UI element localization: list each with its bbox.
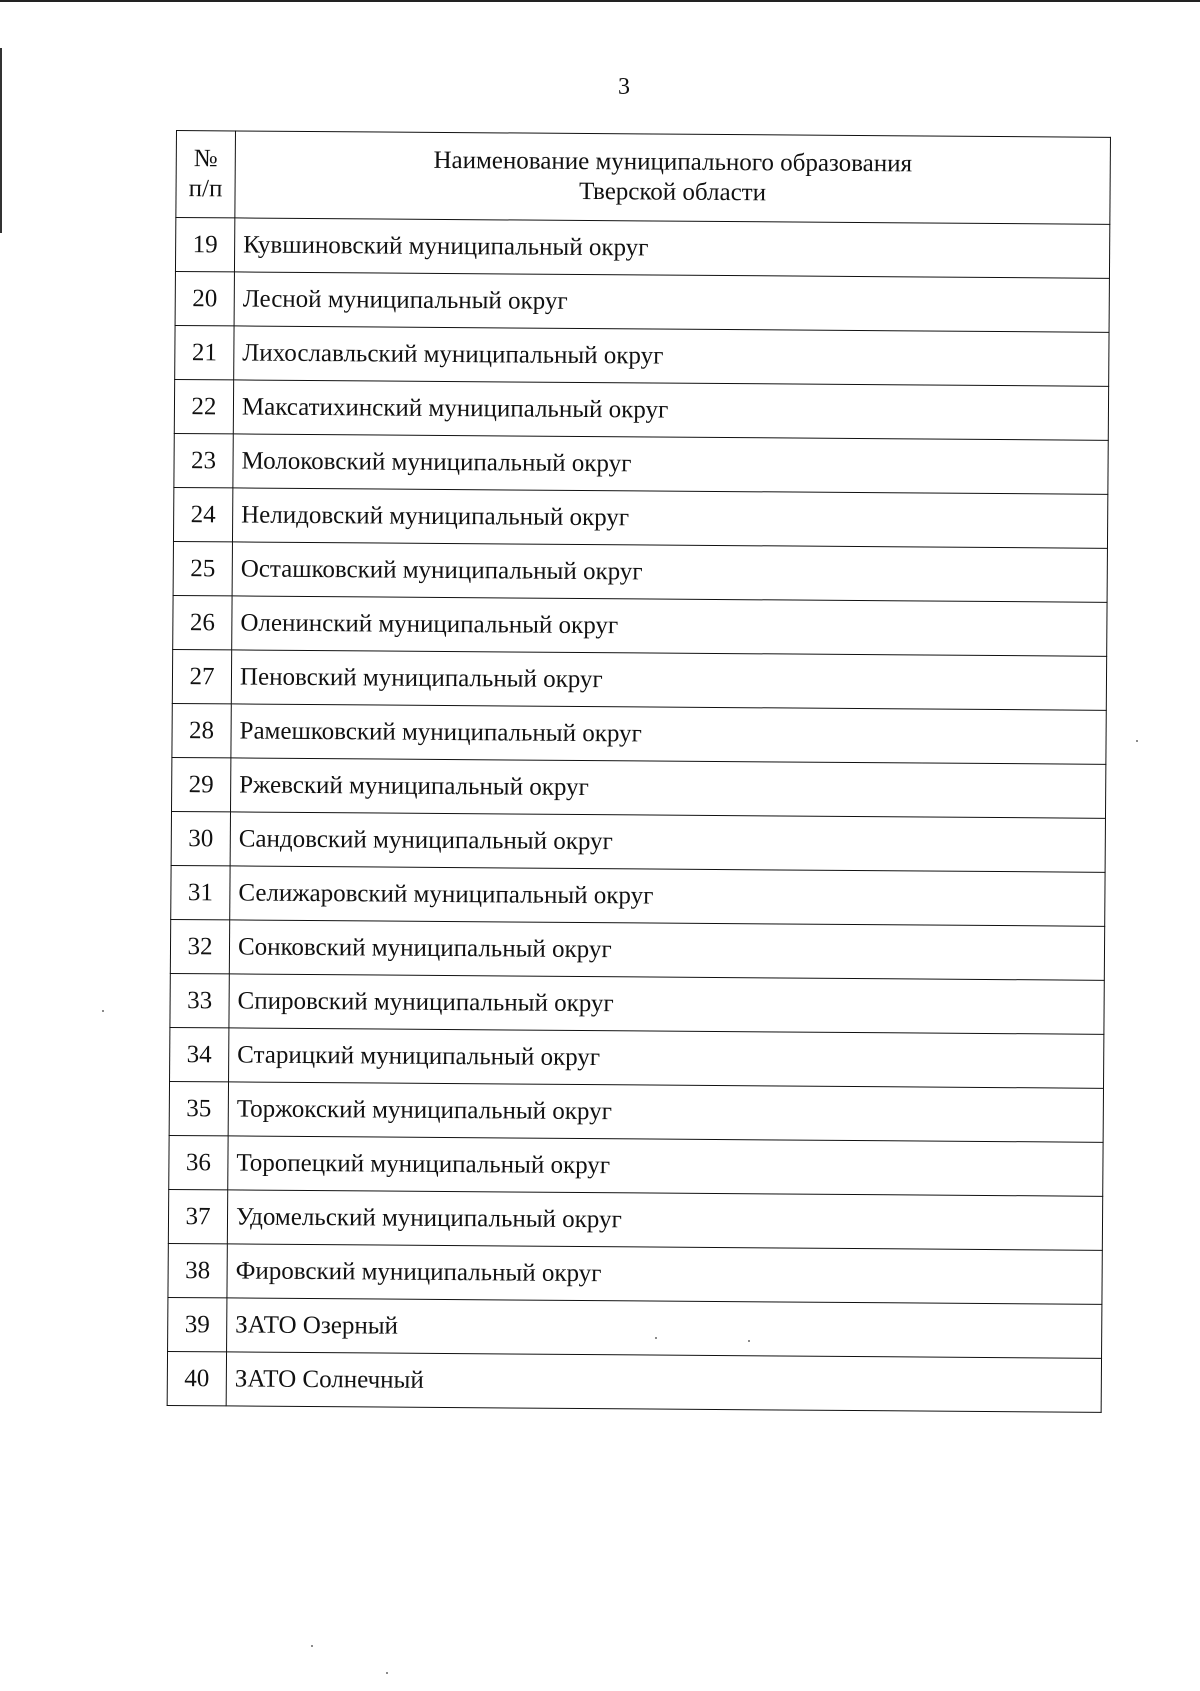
row-number: 22 xyxy=(174,379,233,433)
table-row xyxy=(173,541,1107,602)
row-municipality-name: Торопецкий муниципальный округ xyxy=(228,1136,1103,1196)
table-row xyxy=(168,1243,1102,1304)
row-municipality-name: Селижаровский муниципальный округ xyxy=(230,866,1105,926)
row-number: 32 xyxy=(170,919,229,973)
scan-speck xyxy=(655,1337,657,1339)
row-number: 19 xyxy=(175,218,234,272)
row-municipality-name: Нелидовский муниципальный округ xyxy=(232,488,1107,548)
table-row xyxy=(175,325,1109,386)
header-name-line-2: Тверской области xyxy=(578,177,767,207)
table-row xyxy=(168,1297,1102,1358)
header-name-line-1: Наименование муниципального образования xyxy=(433,146,913,178)
table-row xyxy=(167,1351,1101,1412)
table-row xyxy=(170,973,1104,1034)
row-number: 35 xyxy=(169,1081,228,1135)
table-row xyxy=(172,649,1106,710)
table-row xyxy=(169,1081,1103,1142)
table-row xyxy=(175,218,1109,279)
table-row xyxy=(169,1135,1103,1196)
row-number: 37 xyxy=(168,1189,227,1243)
header-number-cell xyxy=(176,131,236,218)
row-number: 33 xyxy=(170,973,229,1027)
table-row xyxy=(173,487,1107,548)
row-municipality-name: Сонковский муниципальный округ xyxy=(229,920,1104,980)
page-number: 3 xyxy=(618,74,630,100)
scan-border-top xyxy=(0,0,1200,2)
row-municipality-name: Удомельский муниципальный округ xyxy=(227,1190,1102,1250)
table-row xyxy=(171,811,1105,872)
table-row xyxy=(174,379,1108,440)
table-header xyxy=(176,131,1111,225)
scan-speck xyxy=(748,1340,750,1342)
table-row xyxy=(171,865,1105,926)
row-municipality-name: Фировский муниципальный округ xyxy=(227,1244,1102,1304)
row-number: 38 xyxy=(168,1243,227,1297)
municipalities-table xyxy=(167,130,1111,1413)
row-number: 26 xyxy=(173,595,232,649)
row-number: 30 xyxy=(171,811,230,865)
row-municipality-name: Сандовский муниципальный округ xyxy=(230,812,1105,872)
scan-speck xyxy=(102,1010,104,1012)
row-number: 27 xyxy=(172,649,231,703)
row-number: 39 xyxy=(168,1297,227,1351)
table-row xyxy=(172,703,1106,764)
table-row xyxy=(170,919,1104,980)
scan-speck xyxy=(386,1672,388,1674)
table-header-row xyxy=(176,131,1111,225)
row-number: 34 xyxy=(170,1027,229,1081)
row-municipality-name: ЗАТО Солнечный xyxy=(226,1352,1101,1412)
row-number: 24 xyxy=(173,487,232,541)
header-number-abbrev: п/п xyxy=(188,175,223,203)
row-municipality-name: Старицкий муниципальный округ xyxy=(229,1028,1104,1088)
row-number: 20 xyxy=(175,271,234,325)
row-municipality-name: Пеновский муниципальный округ xyxy=(231,650,1106,710)
row-number: 28 xyxy=(172,703,231,757)
row-municipality-name: Ржевский муниципальный округ xyxy=(231,758,1106,818)
row-number: 36 xyxy=(169,1135,228,1189)
row-municipality-name: Лесной муниципальный округ xyxy=(234,272,1109,332)
row-number: 40 xyxy=(167,1351,226,1405)
row-municipality-name: Осташковский муниципальный округ xyxy=(232,542,1107,602)
scan-speck xyxy=(1136,740,1138,742)
table-row xyxy=(175,271,1109,332)
row-municipality-name: Лихославльский муниципальный округ xyxy=(234,326,1109,386)
header-number-symbol: № xyxy=(193,145,218,173)
row-number: 29 xyxy=(172,757,231,811)
row-municipality-name: ЗАТО Озерный xyxy=(227,1298,1102,1358)
table-row xyxy=(170,1027,1104,1088)
row-municipality-name: Максатихинский муниципальный округ xyxy=(233,380,1108,440)
row-municipality-name: Рамешковский муниципальный округ xyxy=(231,704,1106,764)
row-number: 23 xyxy=(174,433,233,487)
row-number: 21 xyxy=(175,325,234,379)
table-row xyxy=(172,757,1106,818)
row-municipality-name: Оленинский муниципальный округ xyxy=(232,596,1107,656)
row-number: 31 xyxy=(171,865,230,919)
table-row xyxy=(174,433,1108,494)
table-row xyxy=(173,595,1107,656)
row-municipality-name: Кувшиновский муниципальный округ xyxy=(234,218,1109,278)
scan-speck xyxy=(311,1645,313,1647)
table-body xyxy=(167,218,1110,1413)
row-municipality-name: Торжокский муниципальный округ xyxy=(228,1082,1103,1142)
row-number: 25 xyxy=(173,541,232,595)
table-row xyxy=(168,1189,1102,1250)
row-municipality-name: Спировский муниципальный округ xyxy=(229,974,1104,1034)
row-municipality-name: Молоковский муниципальный округ xyxy=(233,434,1108,494)
header-name-cell xyxy=(235,131,1111,224)
